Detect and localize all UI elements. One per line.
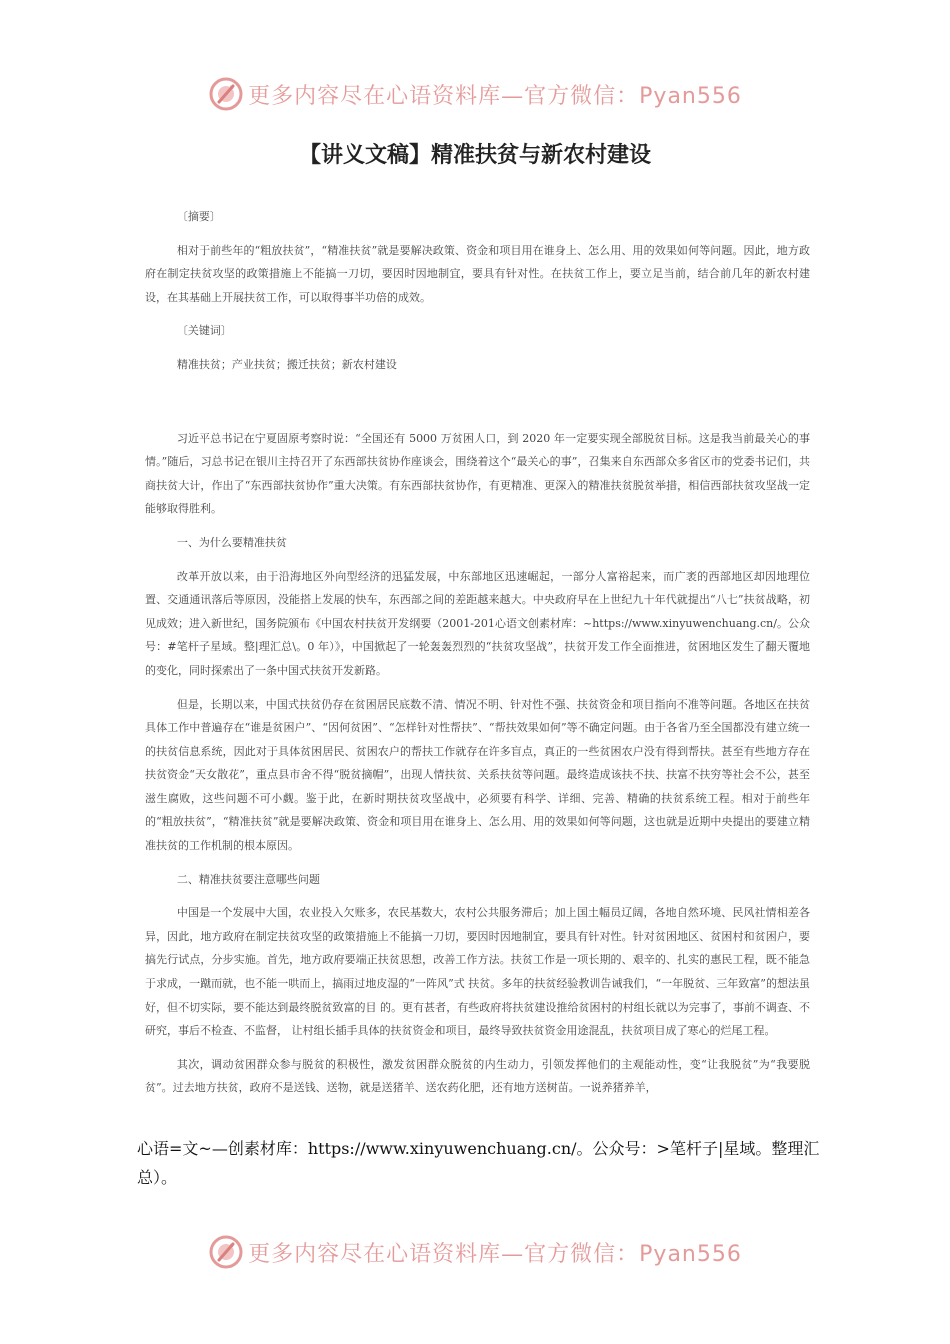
banner-text-cn: 更多内容尽在心语资料库—官方微信： (248, 1241, 640, 1267)
keywords-label: 〔关键词〕 (176, 324, 232, 338)
paragraph-2: 但是，长期以来，中国式扶贫仍存在贫困居民底数不清、情况不明、针对性不强、扶贫资金和项目指向不准等问题。各地区在扶贫具体工作中普遍存在“谁是贫困户”、“因何贫困”、“怎样针对性帮扶”、“帮扶效果如何”等不确定问题。由于各省乃至全国都没有建立统一的扶贫信息系统，因此对于具体贫困居民、贫困农户的帮扶工作就存在许多盲点，真正的一些贫困农户没有得到帮扶。甚至有些地方存在扶贫资金“天女散花”，重点县市舍不得“脱贫摘帽”，出现人情扶贫、关系扶贫等问题。最终造成该扶不扶、扶富不扶穷等社会不公，甚至滋生腐败，这些问题不可小觑。鉴于此，在新时期扶贫攻坚战中，必须要有科学、详细、完善、精确的扶贫系统工程。相对于前些年的“粗放扶贫”，“精准扶贫”就是要解决政策、资金和项目用在谁身上、怎么用、用的效果如何等问题，这也就是近期中央提出的要建立精准扶贫的工作机制的根本原因。 (145, 697, 810, 853)
logo-icon (208, 76, 244, 112)
banner-text (248, 1237, 742, 1268)
footer-note: 心语=文~—创素材库：https://www.xinyuwenchuang.cn/。公众号：>笔杆子|星域。整理汇总）。 (137, 1139, 820, 1187)
page-title: 【讲义文稿】精准扶贫与新农村建设 (298, 143, 651, 168)
logo-icon (208, 1234, 244, 1270)
header-banner (0, 74, 950, 114)
footer-banner (0, 1232, 950, 1272)
paragraph-intro: 习近平总书记在宁夏固原考察时说：“全国还有 5000 万贫困人口，到 2020 年一定要实现全部脱贫目标。这是我当前最关心的事情。”随后，习总书记在银川主持召开了东西部扶贫协作座谈会，围绕着这个“最关心的事”，召集来自东西部众多省区市的党委书记们，共商扶贫大计，作出了“东西部扶贫协作”重大决策。有东西部扶贫协作，有更精准、更深入的精准扶贫脱贫举措，相信西部扶贫攻坚战一定能够取得胜利。 (145, 431, 810, 516)
document-body (145, 205, 810, 1100)
banner-text-wechat-id: Pyan556 (639, 83, 742, 109)
section-heading-2: 二、精准扶贫要注意哪些问题 (176, 872, 320, 886)
paragraph-4: 其次，调动贫困群众参与脱贫的积极性，激发贫困群众脱贫的内生动力，引领发挥他们的主观能动性，变“让我脱贫”为“我要脱贫”。过去地方扶贫，政府不是送钱、送物，就是送猪羊、送农药化肥，还有地方送树苗。一说养猪养羊， (145, 1057, 810, 1095)
abstract-label: 〔摘要〕 (176, 210, 221, 223)
banner-text-cn: 更多内容尽在心语资料库—官方微信： (248, 83, 640, 109)
section-heading-1: 一、为什么要精准扶贫 (176, 535, 287, 549)
keywords-text: 精准扶贫；产业扶贫；搬迁扶贫；新农村建设 (176, 357, 397, 371)
paragraph-1: 改革开放以来，由于沿海地区外向型经济的迅猛发展，中东部地区迅速崛起，一部分人富裕起来，而广袤的西部地区却因地理位置、交通通讯落后等原因，没能搭上发展的快车，东西部之间的差距越来越大。中央政府早在上世纪九十年代就提出“八七”扶贫战略，初见成效；进入新世纪，国务院颁布《中国农村扶贫开发纲要（2001-201心语文创素材库：~https://www.xinyuwenchuang.cn/。公众号：#笔杆子星域。整|理汇总\。0 年）》，中国掀起了一轮轰轰烈烈的“扶贫攻坚战”，扶贫开发工作全面推进，贫困地区发生了翻天覆地的变化，同时探索出了一条中国式扶贫开发新路。 (145, 569, 810, 677)
banner-text (248, 79, 742, 110)
paragraph-3: 中国是一个发展中大国，农业投入欠账多，农民基数大，农村公共服务滞后；加上国土幅员辽阔，各地自然环境、民风社情相差各异，因此，地方政府在制定扶贫攻坚的政策措施上不能搞一刀切，要因时因地制宜，要具有针对性。针对贫困地区、贫困村和贫困户，要搞先行试点，分步实施。首先，地方政府要端正扶贫思想，改善工作方法。扶贫工作是一项长期的、艰辛的、扎实的惠民工程，既不能急于求成，一蹴而就，也不能一哄而上，搞雨过地皮湿的“一阵风”式 扶贫。多年的扶贫经验教训告诫我们，“一年脱贫、三年致富”的想法虽好，但不切实际，要不能达到最终脱贫致富的目 的。更有甚者，有些政府将扶贫建设推给贫困村的村组长就以为完事了，事前不调查、不研究，事后不检查、不监督， 让村组长插手具体的扶贫资金和项目，最终导致扶贫资金用途混乱，扶贫项目成了寒心的烂尾工程。 (145, 906, 810, 1038)
banner-text-wechat-id: Pyan556 (639, 1241, 742, 1267)
abstract-text: 相对于前些年的“粗放扶贫”，“精准扶贫”就是要解决政策、资金和项目用在谁身上、怎么用、用的效果如何等问题。因此，地方政府在制定扶贫攻坚的政策措施上不能搞一刀切，要因时因地制宜，要具有针对性。在扶贫工作上，要立足当前，结合前几年的新农村建设，在其基础上开展扶贫工作，可以取得事半功倍的成效。 (145, 243, 810, 304)
